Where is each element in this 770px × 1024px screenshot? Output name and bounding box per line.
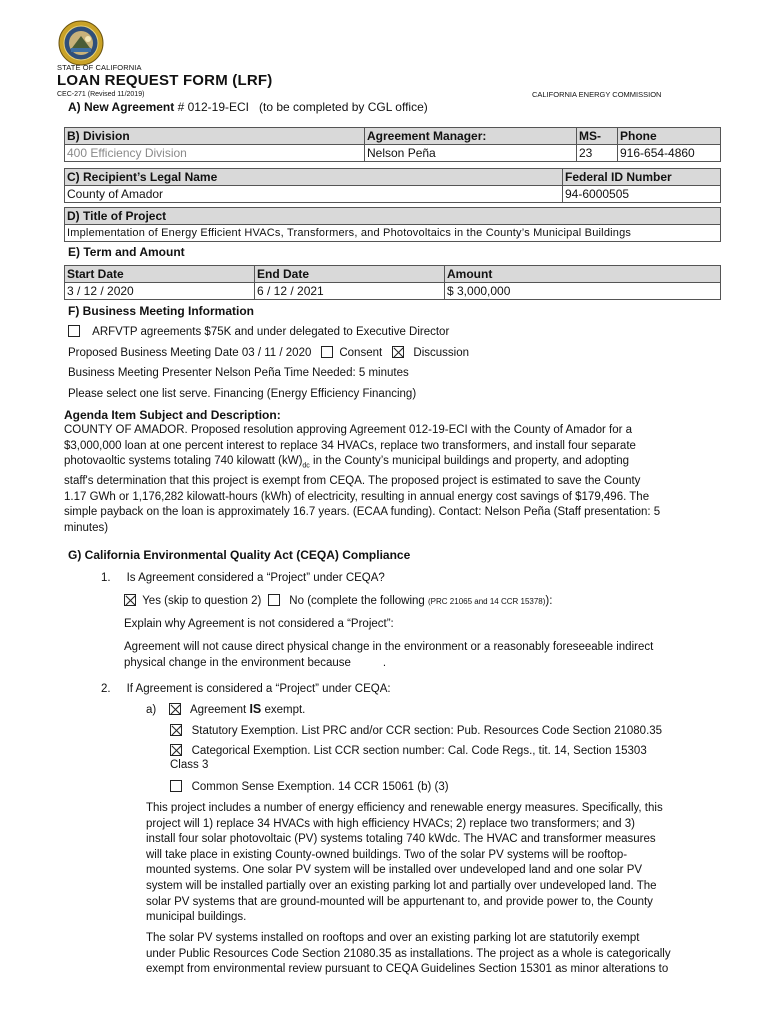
agency-name: CALIFORNIA ENERGY COMMISSION: [532, 90, 662, 99]
agenda-line: staff's determination that this project is exempt from CEQA. The proposed project is estimated to save the County: [64, 475, 641, 488]
yes-label: Yes (skip to question 2): [142, 595, 262, 607]
form-number: CEC-271 (Revised 11/2019): [57, 91, 145, 98]
ms-header: MS-: [577, 128, 618, 145]
new-agreement-label: A) New Agreement: [68, 100, 175, 114]
description-line: The solar PV systems installed on rooftops and over an existing parking lot are statutorily exempt: [146, 932, 640, 944]
no-label: No (complete the following: [289, 595, 425, 607]
exemption-description: [146, 801, 726, 926]
hash-mark: #: [177, 100, 185, 114]
presenter-line: Business Meeting Presenter Nelson Peña Time Needed: 5 minutes: [68, 367, 409, 379]
arfvtp-row: [68, 325, 449, 338]
consent-label: Consent: [339, 347, 383, 359]
no-checkbox[interactable]: [268, 594, 280, 606]
description-line: municipal buildings.: [146, 911, 247, 924]
consent-checkbox[interactable]: [321, 346, 333, 358]
explain-line: physical change in the environment because .: [124, 656, 387, 669]
exempt-checkbox[interactable]: [169, 703, 181, 715]
agenda-line: minutes): [64, 521, 109, 534]
state-label: STATE OF CALIFORNIA: [57, 63, 142, 72]
manager-field[interactable]: Nelson Peña: [365, 145, 577, 162]
recipient-header: C) Recipient’s Legal Name: [65, 169, 563, 186]
statutory-checkbox[interactable]: [170, 724, 182, 736]
explain-text[interactable]: [124, 640, 653, 671]
discussion-checkbox[interactable]: [392, 346, 404, 358]
exempt-row: [146, 702, 305, 716]
agreement-number[interactable]: 012-19-ECI: [187, 100, 249, 114]
question-text: Is Agreement considered a “Project” under CEQA?: [126, 572, 385, 584]
state-seal-icon: [58, 20, 104, 66]
description-line: exempt from environmental review pursuant to CEQA Guidelines Section 15301 as minor alterations to: [146, 963, 669, 976]
end-date-header: End Date: [255, 266, 445, 283]
agenda-description: [64, 423, 724, 536]
list-serve-line: Please select one list serve. Financing (Energy Efficiency Financing): [68, 388, 417, 400]
question-1: [101, 572, 385, 584]
term-table: [64, 265, 721, 300]
agenda-line-part: photovaoltic systems totaling 740 kilowatt (kW): [64, 455, 303, 468]
manager-header: Agreement Manager:: [365, 128, 577, 145]
dc-subscript: dc: [302, 462, 310, 470]
business-meeting-heading: F) Business Meeting Information: [68, 304, 255, 318]
no-citation: (PRC 21065 and 14 CCR 15378): [428, 597, 546, 606]
ms-field[interactable]: 23: [577, 145, 618, 162]
amount-field[interactable]: $ 3,000,000: [445, 283, 721, 300]
statutory-label: Statutory Exemption. List PRC and/or CCR section: Pub. Resources Code Section 21080.35: [191, 725, 663, 737]
categorical-label: Categorical Exemption. List CCR section number: Cal. Code Regs., tit. 14, Section 15303: [191, 745, 647, 757]
description-line: under Public Resources Code Section 21080.35 as installations. The project as a whole is categorically: [146, 947, 671, 960]
agenda-line: COUNTY OF AMADOR. Proposed resolution approving Agreement 012-19-ECI with the County of Amador for a: [64, 424, 633, 436]
description-line: system will be installed partially over an existing parking lot and partially over undeveloped land. The: [146, 879, 657, 892]
yes-no-row: [124, 594, 552, 607]
description-line: install four solar photovoltaic (PV) systems totaling 740 kWdc. The HVAC and transformer measures: [146, 833, 656, 846]
division-header: B) Division: [65, 128, 365, 145]
meeting-date-row: [68, 346, 469, 359]
agenda-line: 1.17 GWh or 1,176,282 kilowatt-hours (kWh) of electricity, resulting in annual energy cost savings of $179,496. The: [64, 490, 650, 503]
term-amount-heading: E) Term and Amount: [68, 245, 185, 259]
agenda-line-part: in the County’s municipal buildings and property, and adopting: [309, 455, 630, 468]
division-field[interactable]: 400 Efficiency Division: [65, 145, 365, 162]
amount-header: Amount: [445, 266, 721, 283]
agenda-line: [64, 454, 724, 474]
agenda-line: simple payback on the loan is approximately 16.7 years. (ECAA funding). Contact: Nelson Peña (Staff presentation: 5: [64, 506, 661, 519]
recipient-field[interactable]: County of Amador: [65, 186, 563, 203]
recipient-table: [64, 168, 721, 203]
start-date-field[interactable]: 3 / 12 / 2020: [65, 283, 255, 300]
description-line: mounted systems. One solar PV system will be installed over undeveloped land and one solar PV: [146, 864, 643, 877]
categorical-checkbox[interactable]: [170, 744, 182, 756]
project-title-table: [64, 207, 721, 242]
phone-header: Phone: [618, 128, 721, 145]
exemption-description-2: [146, 931, 726, 978]
ceqa-heading: G) California Environmental Quality Act (CEQA) Compliance: [68, 548, 411, 562]
new-agreement-line: [68, 100, 428, 114]
project-title-header: D) Title of Project: [65, 208, 721, 225]
categorical-row: [170, 744, 647, 757]
description-line: will take place in existing County-owned buildings. Two of the solar PV systems will be rooftop-: [146, 848, 628, 861]
categorical-class: Class 3: [170, 759, 209, 771]
arfvtp-checkbox[interactable]: [68, 325, 80, 337]
explain-line: Agreement will not cause direct physical change in the environment or a reasonably foreseeable indirect: [124, 641, 654, 653]
federal-id-field[interactable]: 94-6000505: [563, 186, 721, 203]
common-sense-checkbox[interactable]: [170, 780, 182, 792]
common-sense-row: [170, 780, 449, 793]
question-number: 2.: [101, 683, 111, 695]
exempt-label-pre: Agreement: [189, 704, 247, 716]
agenda-heading: Agenda Item Subject and Description:: [64, 408, 281, 422]
project-title-field[interactable]: Implementation of Energy Efficient HVACs, Transformers, and Photovoltaics in the County’s Municipal Buildings: [65, 225, 721, 242]
description-line: This project includes a number of energy efficiency and renewable energy measures. Specifically, this: [146, 802, 663, 814]
exempt-label-is: IS: [249, 702, 262, 716]
form-title: LOAN REQUEST FORM (LRF): [57, 72, 273, 89]
meeting-date-field[interactable]: 03 / 11 / 2020: [241, 347, 312, 359]
arfvtp-label: ARFVTP agreements $75K and under delegated to Executive Director: [92, 326, 450, 338]
discussion-label: Discussion: [413, 347, 469, 359]
question-2: [101, 683, 391, 695]
description-line: project will 1) replace 34 HVACs with high efficiency HVACs; 2) replace two transformers; and 3): [146, 817, 635, 830]
agenda-line: $3,000,000 loan at one percent interest to replace 34 HVACs, replace two transformers, and install four separate: [64, 439, 636, 452]
division-table: [64, 127, 721, 162]
explain-label: Explain why Agreement is not considered a “Project”:: [124, 618, 394, 630]
start-date-header: Start Date: [65, 266, 255, 283]
phone-field[interactable]: 916-654-4860: [618, 145, 721, 162]
federal-id-header: Federal ID Number: [563, 169, 721, 186]
item-a-label: a): [146, 704, 157, 716]
exempt-label-post: exempt.: [264, 704, 306, 716]
agreement-number-note: (to be completed by CGL office): [259, 100, 428, 114]
common-sense-label: Common Sense Exemption. 14 CCR 15061 (b) (3): [191, 781, 449, 793]
description-line: solar PV systems that are ground-mounted will be appurtenant to, and provide power to, the County: [146, 895, 653, 908]
question-number: 1.: [101, 572, 111, 584]
question-text: If Agreement is considered a “Project” under CEQA:: [126, 683, 391, 695]
end-date-field[interactable]: 6 / 12 / 2021: [255, 283, 445, 300]
statutory-row: [170, 724, 662, 737]
no-label-end: ):: [545, 595, 553, 607]
meeting-date-label: Proposed Business Meeting Date: [68, 347, 239, 359]
yes-checkbox[interactable]: [124, 594, 136, 606]
